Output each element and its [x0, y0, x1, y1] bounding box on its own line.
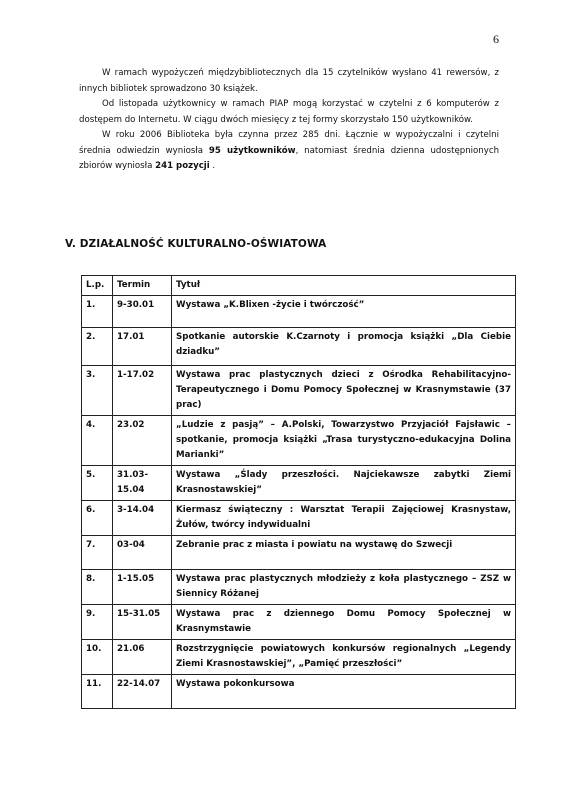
stats-text-1: W roku 2006 Biblioteka była czynna przez 285 dni. Łącznie w wypożyczalni i czytelni średnia odwiedzin wyniosła	[79, 130, 499, 156]
paragraph-piap: Od listopada użytkownicy w ramach PIAP mogą korzystać w czytelni z 6 komputerów z dostępem do Internetu. W ciągu dwóch miesięcy z tej formy skorzystało 150 użytkowników.	[79, 99, 499, 125]
cell-termin: 15-31.05	[113, 605, 172, 640]
cell-termin: 21.06	[113, 640, 172, 675]
cell-termin: 1-15.05	[113, 570, 172, 605]
table-row	[82, 366, 516, 416]
cell-tytul: Zebranie prac z miasta i powiatu na wystawę do Szwecji	[172, 536, 516, 570]
cell-termin: 31.03-15.04	[113, 466, 172, 501]
cell-lp: 9.	[82, 605, 113, 640]
page-number: 6	[493, 32, 499, 46]
cell-lp: 10.	[82, 640, 113, 675]
cell-tytul: Kiermasz świąteczny : Warsztat Terapii Zajęciowej Krasnystaw, Żułów, twórcy indywidualni	[172, 501, 516, 536]
table-row	[82, 536, 516, 570]
table-header-row	[82, 276, 516, 296]
cell-tytul: Wystawa „Ślady przeszłości. Najciekawsze zabytki Ziemi Krasnostawskiej”	[172, 466, 516, 501]
table-row	[82, 466, 516, 501]
cell-termin: 03-04	[113, 536, 172, 570]
cell-termin: 1-17.02	[113, 366, 172, 416]
header-tytul: Tytuł	[172, 276, 516, 296]
table-row	[82, 675, 516, 709]
cell-termin: 23.02	[113, 416, 172, 466]
paragraph-interlibrary-loans: W ramach wypożyczeń międzybibliotecznych dla 15 czytelników wysłano 41 rewersów, z innych bibliotek sprowadzono 30 książek.	[79, 68, 499, 94]
table-row	[82, 296, 516, 328]
table-row	[82, 328, 516, 366]
stats-users-highlight: 95 użytkowników	[208, 145, 296, 156]
cell-lp: 2.	[82, 328, 113, 366]
table-row	[82, 570, 516, 605]
cell-lp: 7.	[82, 536, 113, 570]
header-termin: Termin	[113, 276, 172, 296]
cell-tytul: Rozstrzygnięcie powiatowych konkursów regionalnych „Legendy Ziemi Krasnostawskiej”, „Pamięć przeszłości”	[172, 640, 516, 675]
cell-lp: 11.	[82, 675, 113, 709]
cell-tytul: „Ludzie z pasją” – A.Polski, Towarzystwo Przyjaciół Fajsławic – spotkanie, promocja książki „Trasa turystyczno-edukacyjna Dolina Marianki”	[172, 416, 516, 466]
cell-lp: 3.	[82, 366, 113, 416]
section-heading: V. DZIAŁALNOŚĆ KULTURALNO-OŚWIATOWA	[65, 238, 327, 250]
stats-text-3: .	[209, 161, 216, 171]
cell-tytul: Wystawa prac plastycznych młodzieży z koła plastycznego – ZSZ w Siennicy Różanej	[172, 570, 516, 605]
table-row	[82, 416, 516, 466]
cell-tytul: Wystawa prac z dziennego Domu Pomocy Społecznej w Krasnymstawie	[172, 605, 516, 640]
cell-lp: 1.	[82, 296, 113, 328]
cell-tytul: Wystawa pokonkursowa	[172, 675, 516, 709]
stats-text-2: , natomiast średnia dzienna udostępnionych zbiorów wyniosła	[79, 145, 500, 171]
table-row	[82, 605, 516, 640]
table-row	[82, 501, 516, 536]
cell-termin: 9-30.01	[113, 296, 172, 328]
header-lp: L.p.	[82, 276, 113, 296]
body-text	[79, 66, 499, 175]
cell-lp: 8.	[82, 570, 113, 605]
cell-lp: 5.	[82, 466, 113, 501]
cell-lp: 6.	[82, 501, 113, 536]
table-row	[82, 640, 516, 675]
events-table	[81, 275, 516, 709]
stats-items-highlight: 241 pozycji	[155, 161, 210, 171]
cell-termin: 3-14.04	[113, 501, 172, 536]
cell-termin: 17.01	[113, 328, 172, 366]
cell-tytul: Spotkanie autorskie K.Czarnoty i promocja książki „Dla Ciebie dziadku”	[172, 328, 516, 366]
paragraph-statistics	[79, 128, 499, 175]
cell-lp: 4.	[82, 416, 113, 466]
cell-tytul: Wystawa „K.Blixen -życie i twórczość”	[172, 296, 516, 328]
cell-tytul: Wystawa prac plastycznych dzieci z Ośrodka Rehabilitacyjno-Terapeutycznego i Domu Pomocy Społecznej w Krasnymstawie (37 prac)	[172, 366, 516, 416]
cell-termin: 22-14.07	[113, 675, 172, 709]
